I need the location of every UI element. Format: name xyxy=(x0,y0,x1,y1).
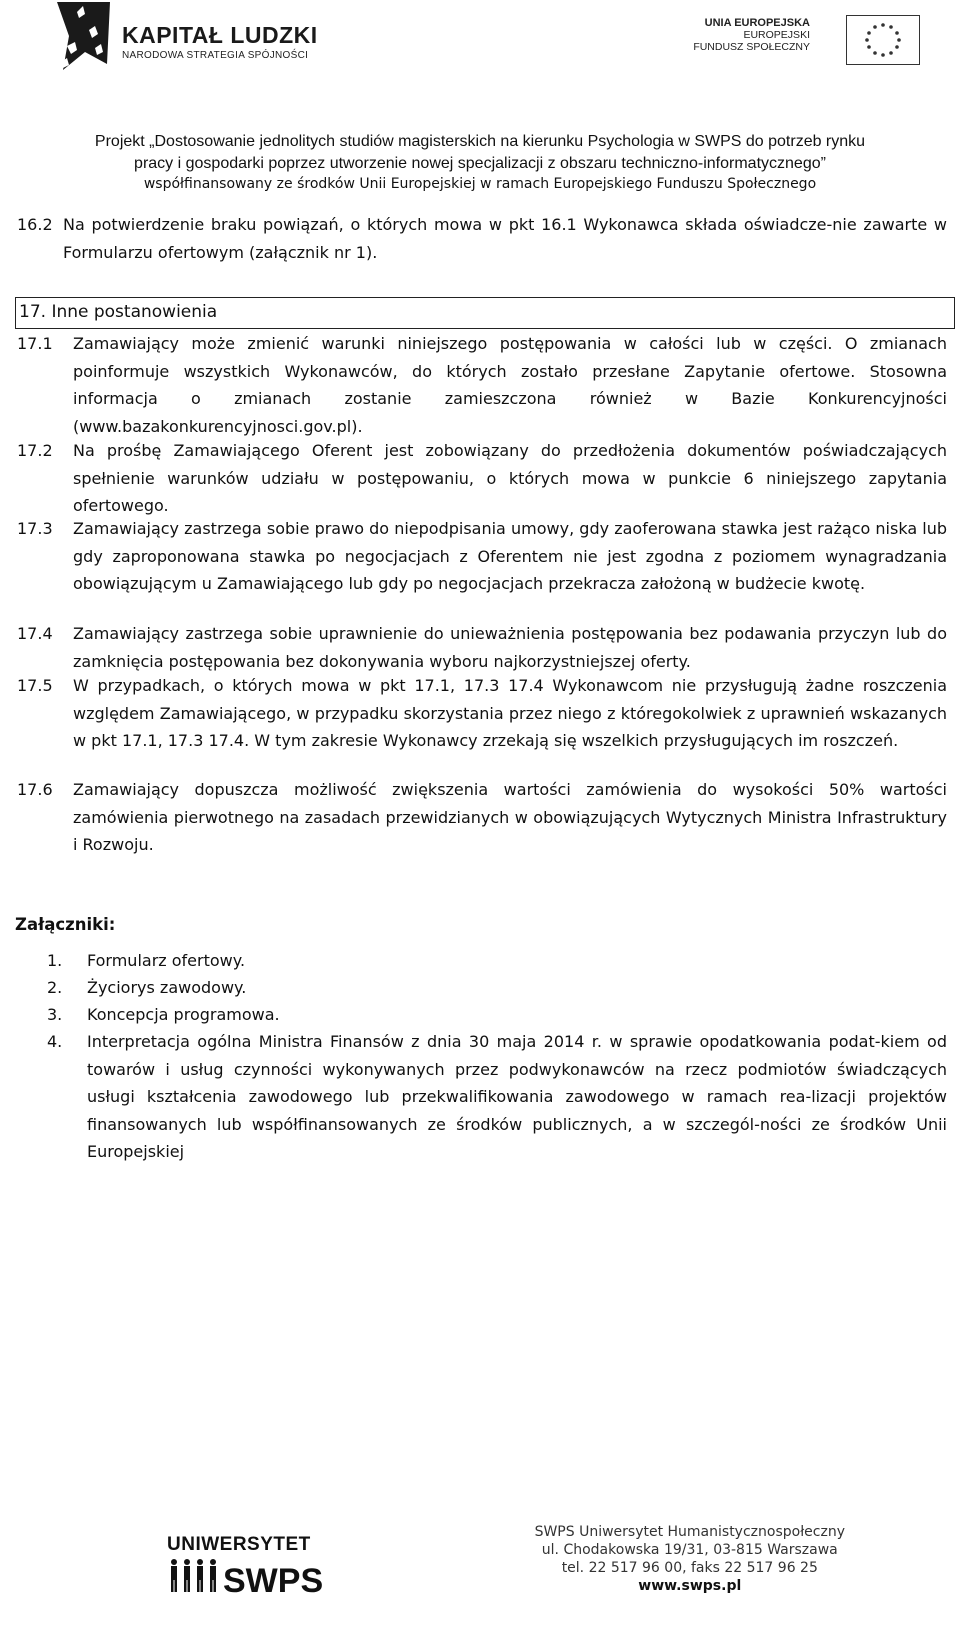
paragraph-number: 17.3 xyxy=(17,519,53,538)
footer-line-3: tel. 22 517 96 00, faks 22 517 96 25 xyxy=(561,1560,818,1576)
attachment-number: 3. xyxy=(47,1005,63,1024)
paragraph-text: Zamawiający zastrzega sobie uprawnienie do unieważnienia postępowania bez podawania przyczyn lub do zamknięcia postępowania bez dokonywania wyboru najkorzystniejszej oferty. xyxy=(73,624,947,671)
attachment-text: Koncepcja programowa. xyxy=(87,1005,280,1024)
swps-logo-line-2: SWPS xyxy=(223,1562,324,1600)
paragraph-16-2 xyxy=(17,211,947,266)
eu-line-2: EUROPEJSKI xyxy=(743,29,810,41)
paragraph-17-4 xyxy=(17,620,947,675)
kapital-ludzki-subtitle: NARODOWA STRATEGIA SPÓJNOŚCI xyxy=(122,50,309,61)
paragraph-17-3 xyxy=(17,515,947,598)
eu-flag-icon xyxy=(846,15,920,65)
attachment-number: 1. xyxy=(47,951,63,970)
footer-line-1: SWPS Uniwersytet Humanistycznospołeczny xyxy=(534,1524,845,1540)
footer-address xyxy=(535,1523,845,1595)
paragraph-17-2 xyxy=(17,437,947,520)
paragraph-number: 17.1 xyxy=(17,334,53,353)
attachment-text: Formularz ofertowy. xyxy=(87,951,246,970)
section-17-heading: 17. Inne postanowienia xyxy=(19,302,218,322)
paragraph-text: Na potwierdzenie braku powiązań, o których mowa w pkt 16.1 Wykonawca składa oświadcze-nie zawarte w Formularzu ofertowym (załącznik nr 1). xyxy=(63,215,947,262)
attachment-number: 2. xyxy=(47,978,63,997)
paragraph-17-5 xyxy=(17,672,947,755)
paragraph-number: 16.2 xyxy=(17,215,53,234)
paragraph-text: Zamawiający zastrzega sobie prawo do niepodpisania umowy, gdy zaoferowana stawka jest rażąco niska lub gdy zaproponowana stawka po negocjacjach z Oferentem nie jest zgodna z poziomem wynagradzania obowiązującym u Zamawiającego lub gdy po negocjacjach przekracza założoną w budżecie kwotę. xyxy=(73,519,947,593)
footer-line-2: ul. Chodakowska 19/31, 03-815 Warszawa xyxy=(541,1542,838,1558)
paragraph-17-6 xyxy=(17,776,947,859)
paragraph-text: Zamawiający dopuszcza możliwość zwiększenia wartości zamówienia do wysokości 50% wartości zamówienia pierwotnego na zasadach przewidzianych w obowiązujących Wytycznych Ministra Infrastruktury i Rozwoju. xyxy=(73,780,947,854)
kapital-ludzki-title: KAPITAŁ LUDZKI xyxy=(122,22,318,48)
section-17-heading-box xyxy=(15,297,955,329)
project-line-3: współfinansowany ze środków Unii Europejskiej w ramach Europejskiego Funduszu Społecznego xyxy=(143,176,817,192)
paragraph-text: W przypadkach, o których mowa w pkt 17.1, 17.3 17.4 Wykonawcom nie przysługują żadne roszczenia względem Zamawiającego, w przypadku skorzystania przez niego z któregokolwiek z uprawnień wskazanych w pkt 17.1, 17.3 17.4. W tym zakresie Wykonawcy zrzekają się wszelkich przysługujących im roszczeń. xyxy=(73,676,947,750)
attachments-title: Załączniki: xyxy=(15,915,116,934)
attachment-number: 4. xyxy=(47,1032,63,1051)
attachment-item xyxy=(47,1001,947,1029)
paragraph-text: Zamawiający może zmienić warunki niniejszego postępowania w całości lub w części. O zmianach poinformuje wszystkich Wykonawców, do których zostało przesłane Zapytanie ofertowe. Stosowna informacja o zmianach zostanie zamieszczona również w Bazie Konkurencyjności (www.bazakonkurencyjnosci.gov.pl). xyxy=(73,334,947,436)
paragraph-text: Na prośbę Zamawiającego Oferent jest zobowiązany do przedłożenia dokumentów poświadczających spełnienie warunków udziału w postępowaniu, o których mowa w punkcie 6 niniejszego zapytania ofertowego. xyxy=(73,441,947,515)
attachment-text: Życiorys zawodowy. xyxy=(87,978,247,997)
swps-university-logo-icon xyxy=(165,1530,325,1630)
paragraph-number: 17.5 xyxy=(17,676,53,695)
paragraph-number: 17.6 xyxy=(17,780,53,799)
eu-line-3: FUNDUSZ SPOŁECZNY xyxy=(693,41,810,53)
attachment-item xyxy=(47,1028,947,1166)
attachment-text: Interpretacja ogólna Ministra Finansów z dnia 30 maja 2014 r. w sprawie opodatkowania podat-kiem od towarów i usług czynności wykonywanych przez podwykonawców na rzecz podmiotów świadczących usługi kształcenia zawodowego lub przekwalifikowania zawodowego w ramach rea-lizacji projektów finansowanych lub współfinansowanych ze środków publicznych, a w szczegól-ności ze środków Unii Europejskiej xyxy=(87,1032,947,1161)
eu-line-1: UNIA EUROPEJSKA xyxy=(704,17,810,29)
eu-logo-text xyxy=(693,17,810,53)
paragraph-number: 17.2 xyxy=(17,441,53,460)
footer-website-link[interactable]: www.swps.pl xyxy=(638,1578,742,1594)
attachment-item xyxy=(47,974,947,1002)
paragraph-17-1 xyxy=(17,330,947,440)
paragraph-number: 17.4 xyxy=(17,624,53,643)
attachment-item xyxy=(47,947,947,975)
project-line-2: pracy i gospodarki poprzez utworzenie nowej specjalizacji z obszaru techniczno-informatycznego” xyxy=(134,155,826,172)
swps-logo-line-1: UNIWERSYTET xyxy=(167,1534,311,1555)
project-line-1: Projekt „Dostosowanie jednolitych studiów magisterskich na kierunku Psychologia w SWPS do potrzeb rynku xyxy=(94,133,866,150)
